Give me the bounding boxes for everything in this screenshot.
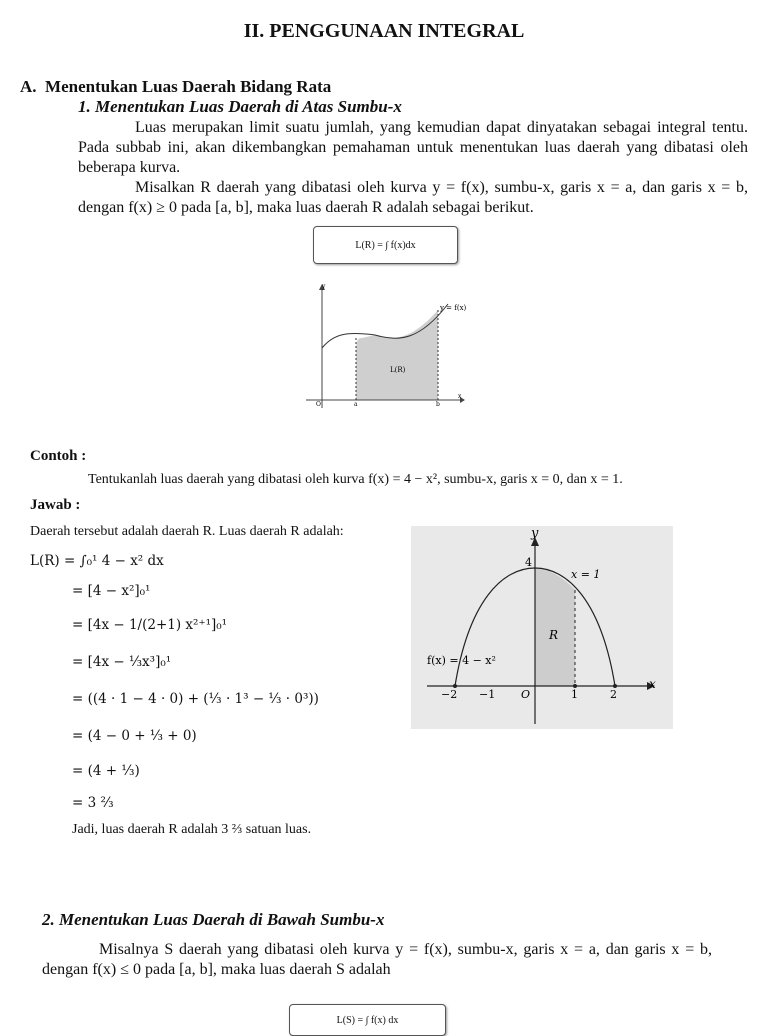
conclusion: Jadi, luas daerah R adalah 3 ⅔ satuan luas.: [72, 822, 312, 837]
contoh-question: Tentukanlah luas daerah yang dibatasi oleh kurva f(x) = 4 − x², sumbu-x, garis x = 0, dan x = 1.: [88, 472, 623, 487]
step-4: = [4x − ⅓x³]₀¹: [72, 654, 172, 670]
b-label: b: [436, 401, 440, 408]
page-title: II. PENGGUNAAN INTEGRAL: [243, 20, 525, 42]
formula-1: L(R) = ∫ f(x)dx: [355, 239, 416, 251]
graph-area-above-axis: [300, 282, 470, 410]
x-tick-origin: O: [521, 688, 531, 701]
step-1: L(R) = ∫₀¹ 4 − x² dx: [30, 553, 164, 569]
contoh-label: Contoh :: [30, 448, 87, 464]
step-5: = ((4 · 1 − 4 · 0) + (⅓ · 1³ − ⅓ · 0³)): [72, 691, 319, 707]
graph-parabola: [411, 526, 673, 729]
area-label: L(R): [390, 366, 406, 374]
daerah-text: Daerah tersebut adalah daerah R. Luas daerah R adalah:: [30, 524, 344, 539]
step-7: = (4 + ⅓): [72, 763, 140, 779]
y-axis-label: y: [322, 283, 326, 290]
a-label: a: [354, 401, 358, 408]
paragraph-2: Misalkan R daerah yang dibatasi oleh kurva y = f(x), sumbu-x, garis x = a, dan garis x = b, dengan f(x) ≥ 0 pada [a, b], maka luas daerah R adalah sebagai berikut.: [78, 179, 748, 216]
y-tick-4: 4: [525, 556, 532, 569]
section-a-heading: A. Menentukan Luas Daerah Bidang Rata: [20, 77, 332, 96]
jawab-label: Jawab :: [30, 497, 81, 513]
formula-2: L(S) = ∫ f(x) dx: [336, 1014, 399, 1026]
x-label: x: [649, 677, 656, 691]
formula-box-2: [289, 1004, 446, 1036]
x-tick-1: 1: [571, 688, 578, 701]
x-tick-neg2: −2: [441, 688, 458, 701]
region-label: R: [549, 628, 559, 642]
function-label: f(x) = 4 − x²: [427, 654, 496, 667]
x-axis-label: x: [458, 393, 462, 400]
step-8: = 3 ⅔: [72, 795, 114, 811]
x-tick-neg1: −1: [479, 688, 496, 701]
formula-box-1: [313, 226, 458, 264]
origin-label: O: [316, 401, 321, 408]
shaded-area: [356, 310, 438, 400]
x-tick-2: 2: [610, 688, 617, 701]
subsection-2-heading: 2. Menentukan Luas Daerah di Bawah Sumbu-x: [42, 910, 385, 929]
step-3: = [4x − 1/(2+1) x²⁺¹]₀¹: [72, 617, 228, 633]
curve-label: y = f(x): [440, 304, 467, 312]
paragraph-3: Misalnya S daerah yang dibatasi oleh kurva y = f(x), sumbu-x, garis x = a, dan garis x = b, dengan f(x) ≤ 0 pada [a, b], maka luas daerah S adalah: [42, 941, 712, 978]
step-6: = (4 − 0 + ⅓ + 0): [72, 728, 197, 744]
subsection-1-heading: 1. Menentukan Luas Daerah di Atas Sumbu-x: [78, 97, 402, 116]
y-label: y: [531, 526, 539, 541]
region-r: [535, 568, 575, 686]
step-2: = [4 − x²]₀¹: [72, 583, 151, 599]
paragraph-1: Luas merupakan limit suatu jumlah, yang kemudian dapat dinyatakan sebagai integral tentu. Pada subbab ini, akan dikembangkan pemahaman untuk menentukan luas daerah yang dibatasi oleh beberapa kurva.: [78, 119, 748, 176]
line-label: x = 1: [571, 568, 601, 581]
